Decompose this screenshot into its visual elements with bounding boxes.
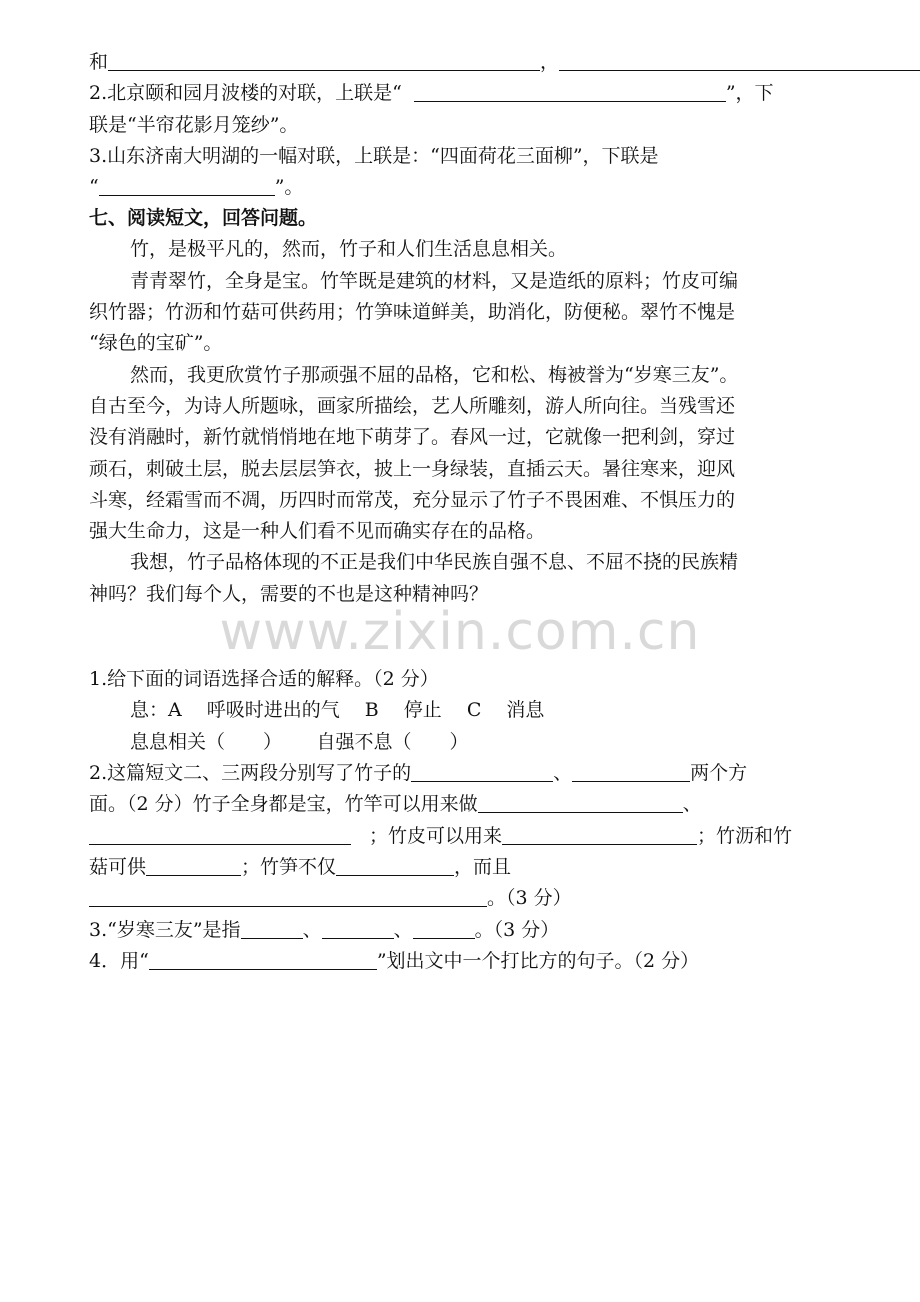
q6-1-answer-line: 和 ， <box>89 50 920 74</box>
answer-blank[interactable] <box>414 83 726 102</box>
answer-blank[interactable] <box>413 920 475 939</box>
q6-2-line2: 联是“半帘花影月笼纱”。 <box>89 114 299 136</box>
q7-1-items[interactable]: 息息相关（ ） 自强不息（ ） <box>130 731 469 753</box>
q7-2-line4: 菇可供 ；竹笋不仅 ，而且 <box>89 856 512 878</box>
passage-line: 青青翠竹，全身是宝。竹竿既是建筑的材料，又是造纸的原料；竹皮可编 <box>130 270 739 292</box>
q7-1-options: 息：A 呼吸时进出的气 B 停止 C 消息 <box>130 699 545 721</box>
answer-blank[interactable] <box>559 52 920 71</box>
passage-line: 没有消融时，新竹就悄悄地在地下萌芽了。春风一过，它就像一把利剑，穿过 <box>89 426 736 448</box>
answer-blank[interactable] <box>99 177 275 196</box>
passage-line: 神吗？我们每个人，需要的不也是这种精神吗？ <box>89 583 489 605</box>
q7-2-line1: 2.这篇短文二、三两段分别写了竹子的 、 两个方 <box>89 762 748 784</box>
answer-blank[interactable] <box>478 794 683 813</box>
q7-2-line2: 面。（2 分）竹子全身都是宝，竹竿可以用来做 、 <box>89 793 702 815</box>
answer-blank[interactable] <box>146 857 241 876</box>
q6-2-line1: 2.北京颐和园月波楼的对联，上联是“ ”，下 <box>89 82 774 104</box>
q7-3-line: 3.“岁寒三友”是指 、 、 。（3 分） <box>89 919 560 941</box>
passage-line: 斗寒，经霜雪而不凋，历四时而常茂，充分显示了竹子不畏困难、不惧压力的 <box>89 489 736 511</box>
passage-line: 然而，我更欣赏竹子那顽强不屈的品格，它和松、梅被誉为“岁寒三友”。 <box>130 364 739 386</box>
answer-blank[interactable] <box>149 951 377 970</box>
passage-line: 织竹器；竹沥和竹菇可供药用；竹笋味道鲜美，助消化，防便秘。翠竹不愧是 <box>89 301 736 323</box>
passage-line: 强大生命力，这是一种人们看不见而确实存在的品格。 <box>89 520 546 542</box>
answer-blank[interactable] <box>572 763 690 782</box>
passage-line: 顽石，刺破土层，脱去层层笋衣，披上一身绿装，直插云天。暑往寒来，迎风 <box>89 458 736 480</box>
answer-blank[interactable] <box>89 888 487 907</box>
q7-4-line: 4．用“ ”划出文中一个打比方的句子。（2 分） <box>89 950 700 972</box>
section-heading: 七、阅读短文，回答问题。 <box>89 207 318 229</box>
answer-blank[interactable] <box>336 857 454 876</box>
answer-blank[interactable] <box>322 920 394 939</box>
answer-blank[interactable] <box>411 763 553 782</box>
q6-3-line2: “ ”。 <box>89 176 304 198</box>
answer-blank[interactable] <box>89 826 351 845</box>
watermark: www.zixin.com.cn <box>219 602 701 662</box>
q7-2-line5: 。（3 分） <box>89 886 572 910</box>
answer-blank[interactable] <box>241 920 303 939</box>
passage-line: 自古至今，为诗人所题咏，画家所描绘，艺人所雕刻，游人所向往。当残雪还 <box>89 395 736 417</box>
q7-1-title: 1.给下面的词语选择合适的解释。（2 分） <box>89 668 439 690</box>
answer-blank[interactable] <box>108 52 540 71</box>
q6-3-line1: 3.山东济南大明湖的一幅对联，上联是：“四面荷花三面柳”，下联是 <box>89 145 659 167</box>
q7-2-line3: ；竹皮可以用来 ；竹沥和竹 <box>89 824 792 848</box>
passage-line: “绿色的宝矿”。 <box>89 332 223 354</box>
passage-line: 我想，竹子品格体现的不正是我们中华民族自强不息、不屈不挠的民族精 <box>130 551 739 573</box>
answer-blank[interactable] <box>502 826 697 845</box>
passage-line: 竹，是极平凡的，然而，竹子和人们生活息息相关。 <box>130 238 568 260</box>
